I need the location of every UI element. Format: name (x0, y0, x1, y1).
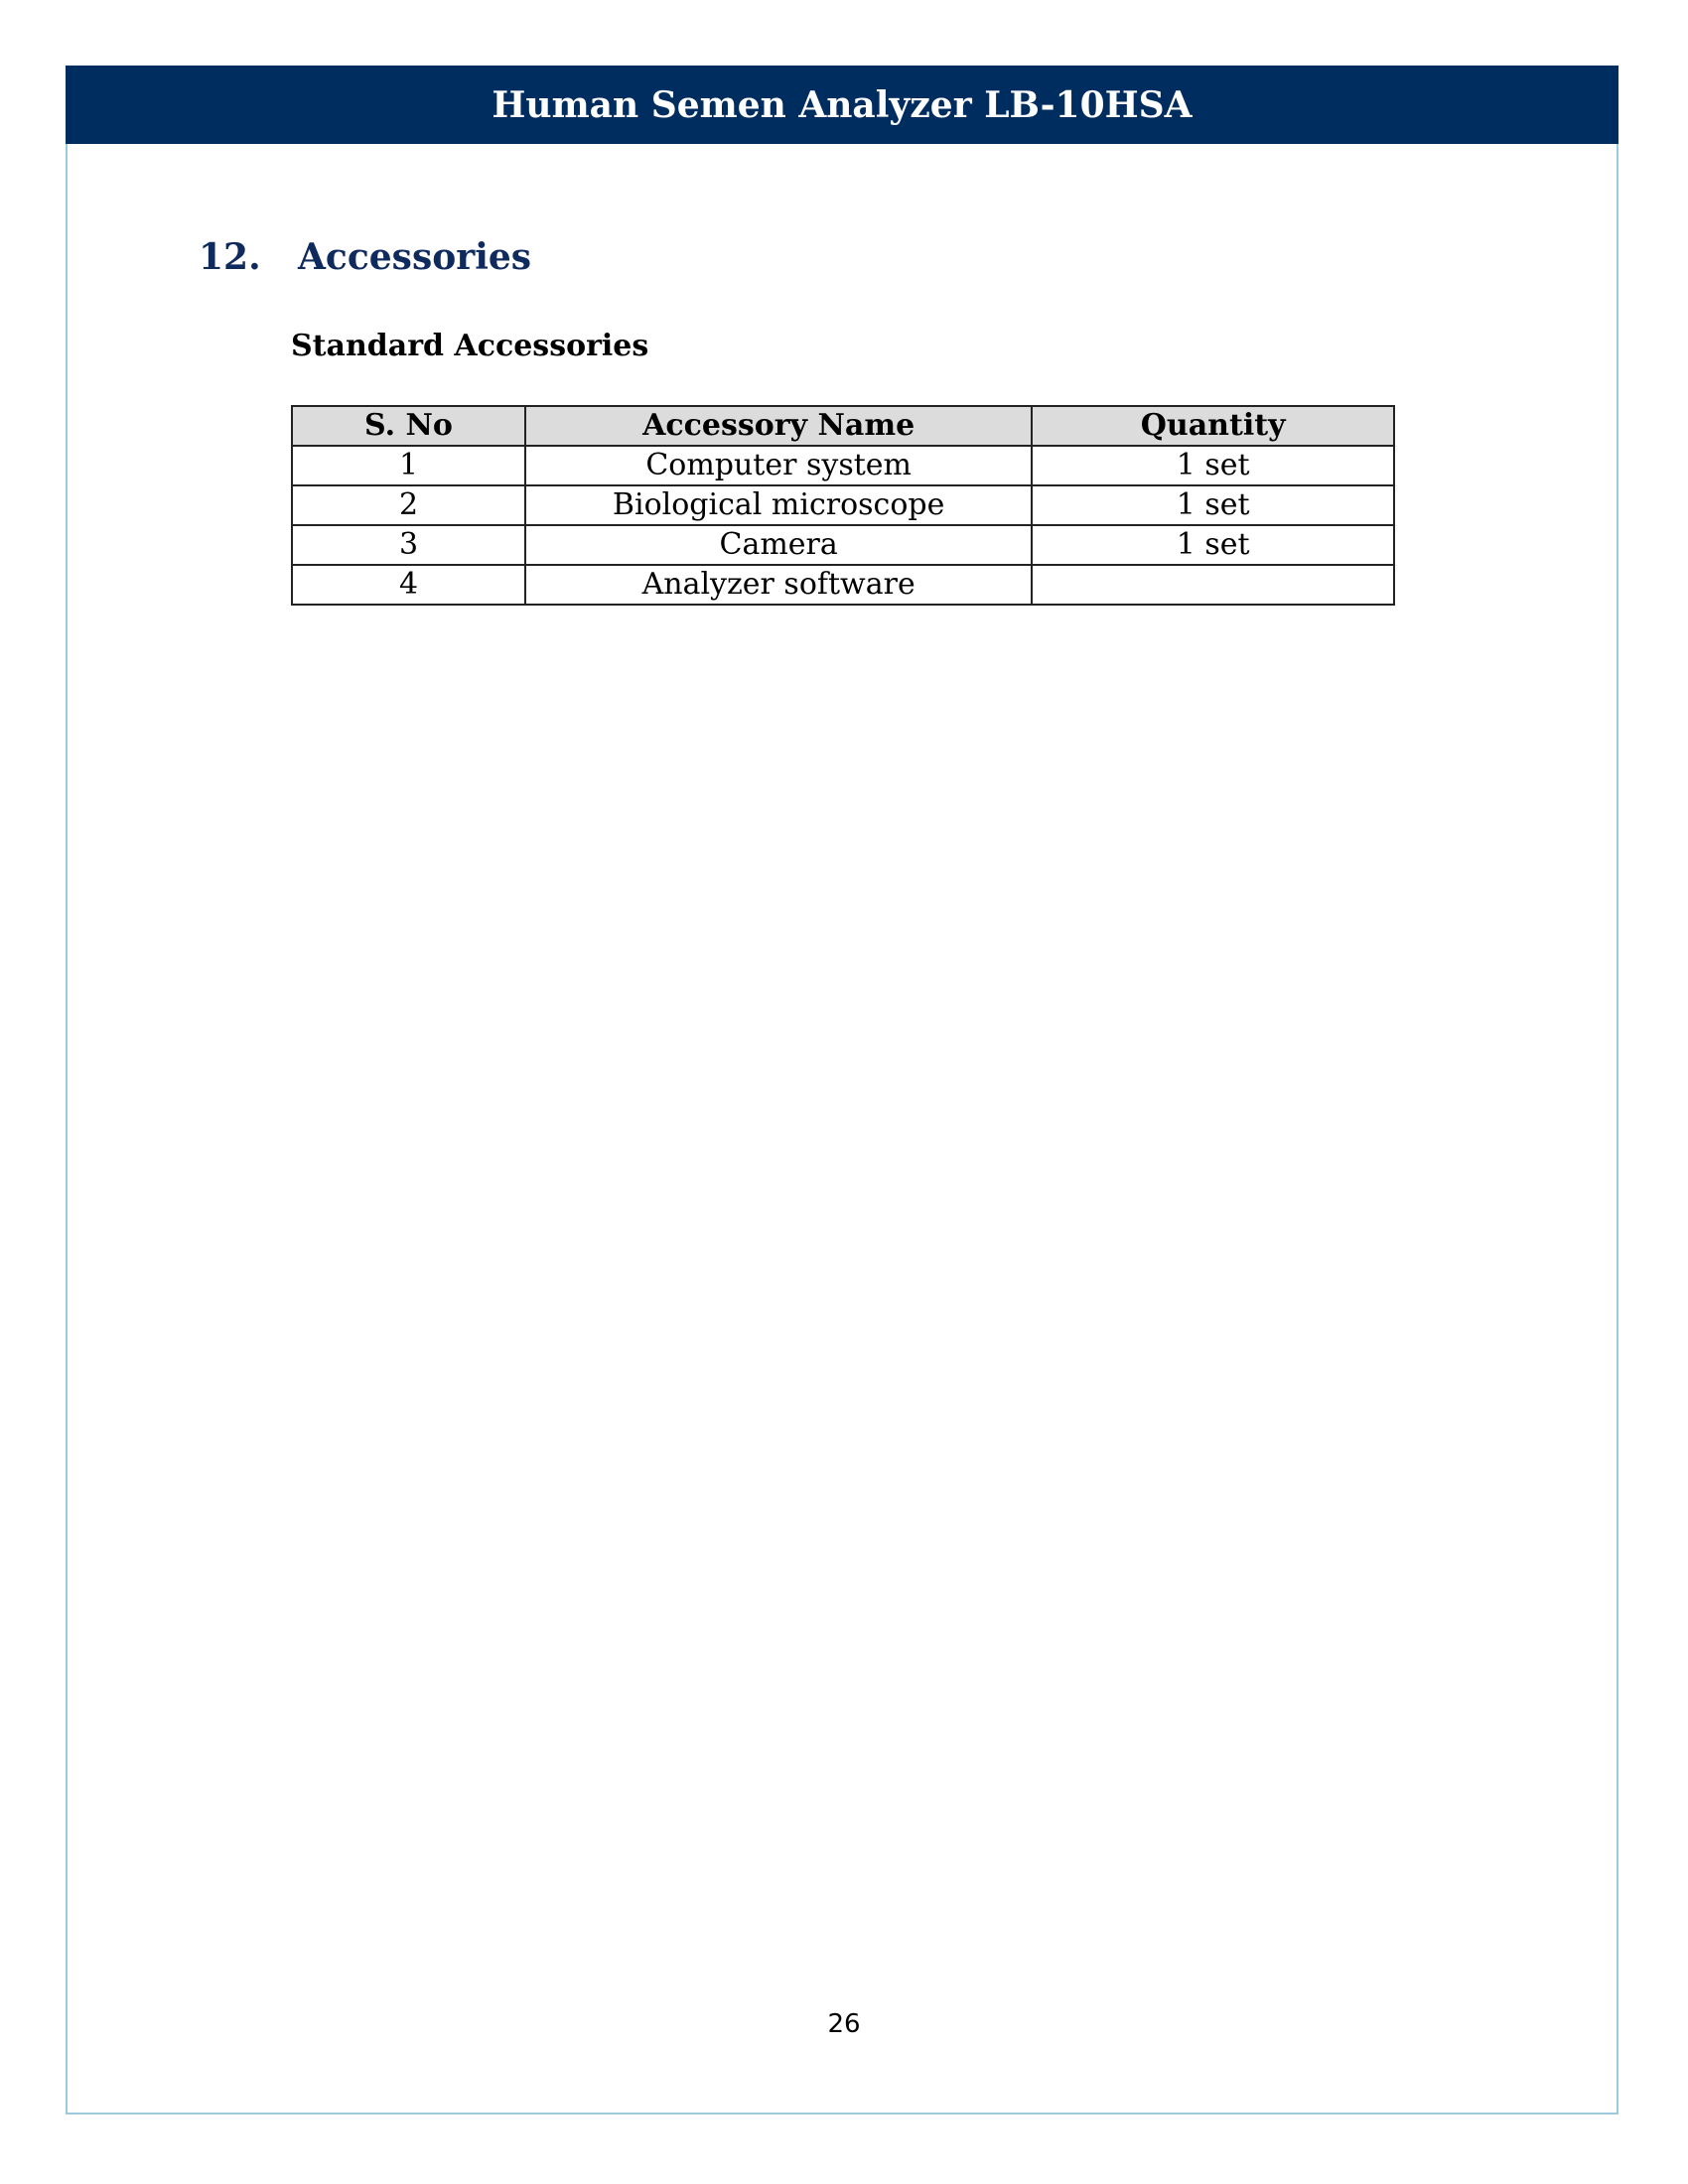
quantity-cell (1032, 565, 1394, 605)
serial-number-cell: 4 (292, 565, 525, 605)
table-row (292, 446, 1394, 485)
serial-number-cell: 3 (292, 525, 525, 565)
accessory-name-cell: Analyzer software (525, 565, 1032, 605)
document-header-banner (66, 66, 1618, 144)
table-row (292, 565, 1394, 605)
serial-number-cell: 1 (292, 446, 525, 485)
subsection-title: Standard Accessories (291, 329, 649, 363)
quantity-cell: 1 set (1032, 446, 1394, 485)
table-row (292, 525, 1394, 565)
document-title: Human Semen Analyzer LB-10HSA (492, 83, 1193, 126)
table-row (292, 485, 1394, 525)
quantity-cell: 1 set (1032, 525, 1394, 565)
section-number: 12. (199, 236, 261, 278)
section-title: Accessories (298, 236, 532, 278)
page-number: 26 (827, 2009, 861, 2039)
accessories-table (291, 405, 1395, 606)
section-heading (199, 236, 531, 278)
accessory-name-cell: Computer system (525, 446, 1032, 485)
header-accessory-name: Accessory Name (525, 406, 1032, 446)
quantity-cell: 1 set (1032, 485, 1394, 525)
accessory-name-cell: Biological microscope (525, 485, 1032, 525)
table-header-row (292, 406, 1394, 446)
header-quantity: Quantity (1032, 406, 1394, 446)
page-frame (66, 66, 1618, 2115)
serial-number-cell: 2 (292, 485, 525, 525)
header-serial-number: S. No (292, 406, 525, 446)
accessory-name-cell: Camera (525, 525, 1032, 565)
